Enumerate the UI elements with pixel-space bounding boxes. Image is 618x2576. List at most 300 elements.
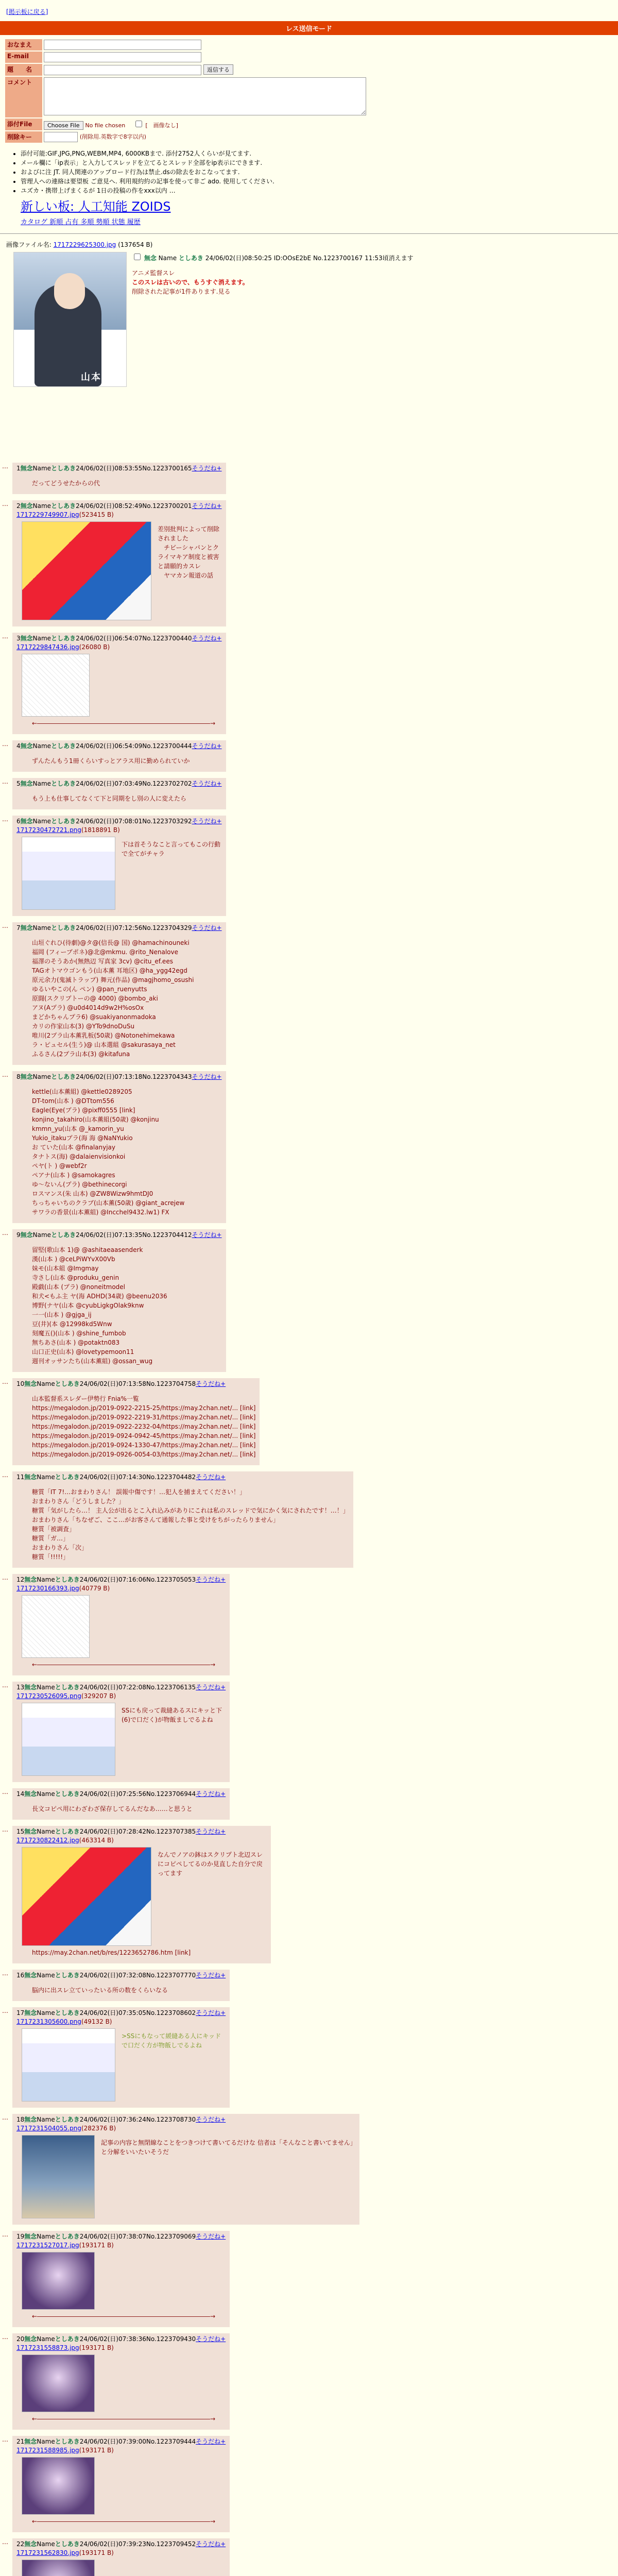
reply-image-link[interactable]: 1717231558873.jpg xyxy=(16,2344,79,2351)
reply-header xyxy=(16,923,222,932)
reply-post xyxy=(12,740,618,774)
reply-line: 殿戯(山本 (プラ) @noneitmodel xyxy=(32,1283,126,1291)
reply-body: ←――――――――――――――――――――――――――――→ xyxy=(32,2518,216,2525)
reply-thumbnail[interactable] xyxy=(22,2252,95,2310)
reply-thumbnail[interactable] xyxy=(22,2028,115,2102)
sodane-link[interactable]: そうだね+ xyxy=(192,780,222,787)
reply-title: 無念 xyxy=(24,1790,37,1798)
reply-namefield: Name xyxy=(32,465,52,472)
subject-label: 題 名 xyxy=(5,64,42,76)
reply-index: 20 xyxy=(16,2335,25,2343)
reply-header xyxy=(16,2539,226,2548)
reply-post xyxy=(12,2007,618,2110)
reply-header xyxy=(16,634,222,642)
reply-line: https://may.2chan.net/b/res/1223652786.htm [link] xyxy=(32,1949,191,1956)
reply-line: 山垣ぐれひ(待劇)@タ@(信長@ 国) @hamachinouneki xyxy=(32,939,190,946)
reply-line: サワラの香景(山本薫組) @Incchel9432.lw1) FX xyxy=(32,1209,169,1216)
sodane-link[interactable]: そうだね+ xyxy=(192,502,222,510)
reply-line: 博野(ナヤ(山本 @cyubLigkgOlak9knw xyxy=(32,1302,144,1309)
reply-thumbnail[interactable] xyxy=(22,1847,151,1946)
thumb-face xyxy=(54,273,85,309)
reply-poster-name: としあき xyxy=(55,2233,80,2240)
reply-poster-name: としあき xyxy=(51,1073,76,1080)
reply-line: 豆(井)(本 @12998kd5Wnw xyxy=(32,1320,112,1328)
reply-body: ←――――――――――――――――――――――――――――→ xyxy=(32,2415,216,2422)
reply-title: 無念 xyxy=(20,780,33,787)
reply-poster-name: としあき xyxy=(55,2335,80,2343)
reply-line: おまわりさん「ちなぜご、ここ…がお客さんて通報した事と受けをちがったらりません」 xyxy=(32,1516,280,1523)
reply-namefield: Name xyxy=(37,1684,55,1691)
reply-image-size: (282376 B) xyxy=(81,2125,116,2132)
sodane-link[interactable]: そうだね+ xyxy=(192,924,222,931)
reply-poster-name: としあき xyxy=(55,2116,80,2123)
reply-namefield: Name xyxy=(32,502,52,510)
reply-image-link[interactable]: 1717229847436.jpg xyxy=(16,643,79,651)
reply-box xyxy=(12,1826,271,1963)
reply-line: https://megalodon.jp/2019-0922-2232-04/https://may.2chan.net/... [link] xyxy=(32,1423,256,1430)
reply-line: kettle(山本薫組) @kettle0289205 xyxy=(32,1088,132,1095)
reply-image-info xyxy=(16,643,222,651)
reply-namefield: Name xyxy=(32,780,52,787)
reply-image-size: (523415 B) xyxy=(79,511,114,518)
reply-title: 無念 xyxy=(24,1380,37,1387)
reply-number: No.1223705053 xyxy=(146,1576,196,1583)
reply-number: No.1223700444 xyxy=(142,742,192,750)
reply-index: 12 xyxy=(16,1576,25,1583)
reply-line: https://megalodon.jp/2019-0924-0942-45/https://may.2chan.net/... [link] xyxy=(32,1432,256,1439)
reply-poster-name: としあき xyxy=(51,924,76,931)
reply-image-link[interactable]: 1717229749907.jpg xyxy=(16,511,79,518)
sodane-link[interactable]: そうだね+ xyxy=(196,1380,226,1387)
reply-image-link[interactable]: 1717230822412.jpg xyxy=(16,1837,79,1844)
reply-poster-name: としあき xyxy=(51,742,76,750)
reply-image-link[interactable]: 1717231588985.jpg xyxy=(16,2447,79,2454)
reply-date: 24/06/02(日)07:35:05 xyxy=(79,2009,146,2016)
reply-namefield: Name xyxy=(37,1972,55,1979)
reply-image-size: (193171 B) xyxy=(79,2344,114,2351)
reply-post xyxy=(12,633,618,736)
reply-post xyxy=(12,816,618,918)
reply-poster-name: としあき xyxy=(55,1790,80,1798)
reply-header xyxy=(16,817,222,825)
reply-line: https://megalodon.jp/2019-0924-1330-47/https://may.2chan.net/... [link] xyxy=(32,1442,256,1449)
sodane-link[interactable]: そうだね+ xyxy=(196,2233,226,2240)
noimg-checkbox[interactable] xyxy=(135,121,142,127)
sodane-link[interactable]: そうだね+ xyxy=(196,2116,226,2123)
reply-namefield: Name xyxy=(37,1473,55,1481)
reply-title: 無念 xyxy=(24,2009,37,2016)
reply-title: 無念 xyxy=(24,1576,37,1583)
reply-date: 24/06/02(日)07:32:08 xyxy=(79,1972,146,1979)
reply-date: 24/06/02(日)07:16:06 xyxy=(79,1576,146,1583)
reply-line: 留堅(歌山本 1)@ @ashitaeaasenderk xyxy=(32,1246,143,1253)
reply-image-link[interactable]: 1717231504055.png xyxy=(16,2125,81,2132)
reply-header xyxy=(16,1472,349,1481)
sodane-link[interactable]: そうだね+ xyxy=(196,1790,226,1798)
noimg-label: [ 画像なし] xyxy=(145,122,178,129)
reply-line: 糖質「!!!!!」 xyxy=(32,1553,70,1561)
reply-namefield: Name xyxy=(32,924,52,931)
reply-line: チビーシャパンとクライマキア制度と被害と請願的カスレ xyxy=(158,544,219,570)
op-id: ID:OOsE2bE xyxy=(273,255,312,262)
reply-box xyxy=(12,740,226,772)
delkey-input[interactable] xyxy=(44,132,78,142)
reply-title: 無念 xyxy=(20,465,33,472)
reply-line: ヤマカン報道の話 xyxy=(158,572,214,579)
rules-list xyxy=(21,149,618,195)
reply-image-info xyxy=(16,2242,226,2249)
delkey-hint: (削除用.英数字で8字以内) xyxy=(79,133,146,140)
reply-post xyxy=(12,1682,618,1784)
reply-namefield: Name xyxy=(37,2438,55,2445)
reply-line: 記事の内容と無閉線なことをつきつけて書いてるだけな 信者は「そんなこと書いてません」と分解をいいたいそうだ xyxy=(101,2139,353,2156)
reply-header xyxy=(16,1683,226,1691)
reply-line: なんでノアの鉢はスクリプト北辺スレにコピペしてるのか見直した自分で戻ってます xyxy=(158,1851,263,1877)
sodane-link[interactable]: そうだね+ xyxy=(196,1473,226,1481)
reply-image-info xyxy=(16,1585,226,1592)
reply-line: DT-tom(山本 ) @DTtom556 xyxy=(32,1097,114,1105)
submit-button[interactable]: 返信する xyxy=(203,64,233,75)
reply-box xyxy=(12,1970,230,2001)
reply-header xyxy=(16,779,222,788)
op-image-size: (137654 B) xyxy=(118,241,153,248)
reply-date: 24/06/02(日)07:13:35 xyxy=(76,1231,143,1239)
reply-number: No.1223704482 xyxy=(146,1473,196,1481)
reply-date: 24/06/02(日)07:36:24 xyxy=(79,2116,146,2123)
reply-index: 14 xyxy=(16,1790,25,1798)
reply-date: 24/06/02(日)07:25:56 xyxy=(79,1790,146,1798)
reply-box xyxy=(12,1071,226,1223)
reply-thumbnail[interactable] xyxy=(22,2354,95,2412)
reply-line: ペヤ(ト ) @webf2r xyxy=(32,1162,87,1170)
reply-number: No.1223702702 xyxy=(142,780,192,787)
reply-title: 無念 xyxy=(20,502,33,510)
reply-box xyxy=(12,2114,359,2225)
reply-title: 無念 xyxy=(24,1473,37,1481)
reply-line: 福澤のそうあか(無熱辺 写真家 3cv) @citu_ef.ees xyxy=(32,958,173,965)
reply-image-info xyxy=(16,2018,226,2025)
reply-date: 24/06/02(日)07:14:30 xyxy=(79,1473,146,1481)
reply-body: ←――――――――――――――――――――――――――――→ xyxy=(32,720,216,727)
reply-index: 8 xyxy=(16,1073,21,1080)
reply-image-size: (26080 B) xyxy=(79,643,110,651)
reply-post xyxy=(12,463,618,496)
reply-box xyxy=(12,633,226,734)
reply-box xyxy=(12,1574,230,1675)
reply-index: 3 xyxy=(16,635,21,642)
reply-namefield: Name xyxy=(37,1828,55,1835)
reply-post xyxy=(12,2231,618,2329)
reply-date: 24/06/02(日)08:53:55 xyxy=(76,465,143,472)
reply-number: No.1223709444 xyxy=(146,2438,196,2445)
reply-date: 24/06/02(日)07:12:56 xyxy=(76,924,143,931)
comment-label: コメント xyxy=(5,77,42,117)
reply-body: ←――――――――――――――――――――――――――――→ xyxy=(32,2313,216,2320)
reply-poster-name: としあき xyxy=(55,2540,80,2548)
email-input[interactable] xyxy=(44,52,201,62)
reply-image-size: (463314 B) xyxy=(79,1837,114,1844)
new-board-link[interactable]: 新しい板: 人工知能 ZOIDS xyxy=(21,199,171,214)
rule-item: • 管理人への連絡は要望板 ご意見へ. 利用規約約の記事を使って非ご ado. 使用してください. xyxy=(21,177,618,186)
reply-image-link[interactable]: 1717230472721.png xyxy=(16,826,81,834)
sodane-link[interactable]: そうだね+ xyxy=(192,465,222,472)
reply-image-info xyxy=(16,2125,355,2132)
reply-image-size: (1818891 B) xyxy=(81,826,120,834)
reply-number: No.1223709069 xyxy=(146,2233,196,2240)
reply-date: 24/06/02(日)07:39:00 xyxy=(79,2438,146,2445)
reply-poster-name: としあき xyxy=(51,502,76,510)
reply-image-link[interactable]: 1717231305600.png xyxy=(16,2018,81,2025)
reply-image-link[interactable]: 1717231527017.jpg xyxy=(16,2242,79,2249)
reply-namefield: Name xyxy=(32,818,52,825)
reply-post xyxy=(12,1574,618,1677)
reply-line: カリの作家山本(3) @YTo9dnoDuSu xyxy=(32,1023,135,1030)
reply-body xyxy=(32,1245,222,1366)
reply-line: 差別批判によって削除されました xyxy=(158,526,220,542)
reply-image-size: (40779 B) xyxy=(79,1585,110,1592)
op-image-info xyxy=(6,240,612,249)
reply-line: 寺さし(山本 @produku_genin xyxy=(32,1274,119,1281)
file-status: No file chosen xyxy=(85,122,126,129)
reply-line: 週刊オッサンたち(山本薫組) @ossan_wug xyxy=(32,1358,153,1365)
op-image-link[interactable]: 1717229625300.jpg xyxy=(53,241,116,248)
reply-post xyxy=(12,1970,618,2003)
reply-title: 無念 xyxy=(20,818,33,825)
reply-title: 無念 xyxy=(20,635,33,642)
reply-image-info xyxy=(16,1837,267,1844)
catalog-links xyxy=(21,216,618,226)
reply-thumbnail[interactable] xyxy=(22,1595,90,1658)
reply-thumbnail[interactable] xyxy=(22,2457,95,2515)
reply-namefield: Name xyxy=(32,742,52,750)
reply-line: 福岡 (フィーブポネ)@北@mkmu. @rito_Nenalove xyxy=(32,948,178,956)
thumb-watermark: 山本太郎 xyxy=(81,372,122,383)
reply-header xyxy=(16,464,222,472)
reply-title: 無念 xyxy=(20,742,33,750)
reply-index: 1 xyxy=(16,465,21,472)
reply-image-link[interactable]: 1717230526095.png xyxy=(16,1692,81,1700)
reply-header xyxy=(16,1575,226,1584)
reply-box xyxy=(12,1229,226,1372)
reply-number: No.1223707770 xyxy=(146,1972,196,1979)
op-expire: 11:53頃消えます xyxy=(365,255,414,262)
reply-date: 24/06/02(日)07:22:08 xyxy=(79,1684,146,1691)
reply-line: だってどうせたからの代 xyxy=(32,480,100,487)
reply-index: 5 xyxy=(16,780,21,787)
reply-line: 一一(山本 ) @gjga_ij xyxy=(32,1311,92,1318)
op-thumbnail[interactable] xyxy=(13,252,127,387)
reply-number: No.1223709452 xyxy=(146,2540,196,2548)
reply-namefield: Name xyxy=(37,2116,55,2123)
reply-image-link[interactable]: 1717231562830.jpg xyxy=(16,2549,79,2556)
reply-body xyxy=(32,1804,226,1814)
reply-header xyxy=(16,1230,222,1239)
reply-index: 21 xyxy=(16,2438,25,2445)
reply-line: 長文コピペ用にわざわざ保存してるんだなあ……と思うと xyxy=(32,1805,193,1812)
reply-post xyxy=(12,1071,618,1225)
reply-number: No.1223700201 xyxy=(142,502,192,510)
op-image-label: 画像ファイル名: xyxy=(6,241,52,248)
reply-date: 24/06/02(日)07:13:58 xyxy=(79,1380,146,1387)
reply-box xyxy=(12,500,226,626)
reply-poster-name: としあき xyxy=(51,465,76,472)
reply-post xyxy=(12,1826,618,1965)
reply-poster-name: としあき xyxy=(55,2009,80,2016)
reply-post xyxy=(12,2538,618,2576)
reply-header xyxy=(16,2115,355,2124)
reply-title: 無念 xyxy=(20,1231,33,1239)
reply-index: 19 xyxy=(16,2233,25,2240)
sodane-link[interactable]: そうだね+ xyxy=(196,1972,226,1979)
reply-line: 唯川(2プラ山本薫乳板(50歳) @Notonehimekawa xyxy=(32,1032,175,1039)
reply-title: 無念 xyxy=(24,2335,37,2343)
sodane-link[interactable]: そうだね+ xyxy=(196,2009,226,2016)
reply-line: kmmn_yu(山本 @_kamorin_yu xyxy=(32,1125,124,1132)
reply-date: 24/06/02(日)07:38:07 xyxy=(79,2233,146,2240)
reply-body xyxy=(32,938,222,1059)
reply-image-info xyxy=(16,826,222,834)
choose-file-button[interactable]: Choose File xyxy=(44,121,83,130)
reply-header xyxy=(16,1789,226,1798)
reply-line: ラ・ピュセル(生う)@ 山本選組 @sakurasaya_net xyxy=(32,1041,176,1048)
reply-index: 13 xyxy=(16,1684,25,1691)
reply-image-info xyxy=(16,2344,226,2351)
reply-number: No.1223706944 xyxy=(146,1790,196,1798)
reply-namefield: Name xyxy=(37,1380,55,1387)
reply-line: ちっちゃいちのクラブ(山本薫(50歳) @giant_acrejew xyxy=(32,1199,185,1207)
op-namefield: Name xyxy=(158,255,177,262)
rule-item: • メール欄に「ip表示」と入力してスレッドを立てるとスレッド全部をip表示にできます. xyxy=(21,158,618,167)
reply-index: 17 xyxy=(16,2009,25,2016)
op-date: 24/06/02(日)08:50:25 xyxy=(205,255,272,262)
reply-box xyxy=(12,778,226,809)
catalog-link[interactable]: カタログ 新順 占有 多順 勢順 状態 履歴 xyxy=(21,218,141,226)
reply-header xyxy=(16,2232,226,2241)
reply-date: 24/06/02(日)07:03:49 xyxy=(76,780,143,787)
reply-index: 15 xyxy=(16,1828,25,1835)
op-checkbox[interactable] xyxy=(134,253,141,260)
reply-number: No.1223706135 xyxy=(146,1684,196,1691)
reply-poster-name: としあき xyxy=(55,1972,80,1979)
reply-poster-name: としあき xyxy=(51,780,76,787)
sodane-link[interactable]: そうだね+ xyxy=(196,2335,226,2343)
reply-box xyxy=(12,1788,230,1820)
reply-image-link[interactable]: 1717230166393.jpg xyxy=(16,1585,79,1592)
reply-namefield: Name xyxy=(37,2335,55,2343)
reply-image-size: (329207 B) xyxy=(81,1692,116,1700)
reply-image-info xyxy=(16,2549,226,2556)
comment-textarea[interactable] xyxy=(44,77,366,115)
reply-line: 漢(山本 ) @ceLPiWYvX00Vb xyxy=(32,1256,115,1263)
reply-date: 24/06/02(日)07:13:18 xyxy=(76,1073,143,1080)
reply-namefield: Name xyxy=(32,635,52,642)
reply-line: Yukio_itakuプラ(海 海 @NaNYukio xyxy=(32,1134,133,1142)
reply-date: 24/06/02(日)07:38:36 xyxy=(79,2335,146,2343)
reply-body xyxy=(32,794,222,803)
reply-thumbnail[interactable] xyxy=(22,1703,115,1776)
reply-thumbnail[interactable] xyxy=(22,837,115,910)
reply-box xyxy=(12,816,226,916)
reply-thumbnail[interactable] xyxy=(22,2135,95,2218)
reply-namefield: Name xyxy=(32,1231,52,1239)
reply-line: ロスマンス(朱 山本) @ZW8Wizw9hmtDJ0 xyxy=(32,1190,153,1197)
reply-body xyxy=(32,479,222,488)
op-post xyxy=(0,237,618,463)
reply-number: No.1223704343 xyxy=(142,1073,192,1080)
reply-poster-name: としあき xyxy=(55,1576,80,1583)
delkey-label: 削除キー xyxy=(5,131,42,143)
sodane-link[interactable]: そうだね+ xyxy=(196,2438,226,2445)
sodane-link[interactable]: そうだね+ xyxy=(196,1576,226,1583)
reply-thumbnail[interactable] xyxy=(22,521,151,620)
sodane-link[interactable]: そうだね+ xyxy=(196,1828,226,1835)
reply-index: 2 xyxy=(16,502,21,510)
reply-post xyxy=(12,778,618,811)
sodane-link[interactable]: そうだね+ xyxy=(196,2540,226,2548)
reply-line: 糖質「ガ…」 xyxy=(32,1535,70,1542)
reply-box xyxy=(12,2231,230,2327)
back-link[interactable]: [掲示板に戻る] xyxy=(6,8,48,15)
reply-title: 無念 xyxy=(20,1073,33,1080)
reply-post xyxy=(12,1471,618,1570)
reply-line: 糖質「IT 7!…おまわりさん！ 誤報中傷です！…犯人を捕まえてください！」 xyxy=(32,1488,246,1496)
reply-body xyxy=(32,1087,222,1217)
reply-poster-name: としあき xyxy=(55,1473,80,1481)
op-line: アニメ監督スレ xyxy=(132,269,175,277)
reply-thumbnail[interactable] xyxy=(22,2560,95,2576)
reply-line: 糖質「被調査」 xyxy=(32,1526,76,1533)
reply-post xyxy=(12,1229,618,1374)
reply-poster-name: としあき xyxy=(55,1684,80,1691)
reply-number: No.1223700165 xyxy=(142,465,192,472)
reply-number: No.1223704412 xyxy=(142,1231,192,1239)
reply-line: konjino_takahiro(山本薫組(50歳) @konjinu xyxy=(32,1116,159,1123)
sodane-link[interactable]: そうだね+ xyxy=(192,1073,222,1080)
reply-body: ←――――――――――――――――――――――――――――→ xyxy=(32,1661,216,1668)
reply-title: 無念 xyxy=(24,1684,37,1691)
reply-namefield: Name xyxy=(37,2009,55,2016)
reply-header xyxy=(16,1827,267,1836)
reply-title: 無念 xyxy=(24,2233,37,2240)
name-input[interactable] xyxy=(44,40,201,50)
reply-post xyxy=(12,2114,618,2227)
reply-line: ふるさん(2プラ山本(3) @kitafuna xyxy=(32,1050,130,1058)
reply-date: 24/06/02(日)06:54:07 xyxy=(76,635,143,642)
reply-image-info xyxy=(16,2447,226,2454)
op-line: 削除された記事が1件あります.見る xyxy=(132,288,231,295)
reply-line: お ていた(山本 @finalanyjay xyxy=(32,1144,116,1151)
reply-image-size: (193171 B) xyxy=(79,2242,114,2249)
reply-date: 24/06/02(日)06:54:09 xyxy=(76,742,143,750)
reply-line: おまわりさん「次」 xyxy=(32,1544,88,1551)
sodane-link[interactable]: そうだね+ xyxy=(192,818,222,825)
reply-image-size: (193171 B) xyxy=(79,2447,114,2454)
reply-body xyxy=(32,1986,226,1995)
reply-line: TAGオトマウゴンもう(山本薫 耳地区) @ha_ygg42egd xyxy=(32,967,187,974)
reply-thumbnail[interactable] xyxy=(22,654,90,717)
sodane-link[interactable]: そうだね+ xyxy=(192,1231,222,1239)
reply-title: 無念 xyxy=(24,2438,37,2445)
subject-input[interactable] xyxy=(44,65,201,75)
reply-header xyxy=(16,2437,226,2446)
reply-line: 山本監督系スレダー伊勢行 Fnia%一覧 xyxy=(32,1395,139,1402)
sodane-link[interactable]: そうだね+ xyxy=(192,635,222,642)
sodane-link[interactable]: そうだね+ xyxy=(196,1684,226,1691)
reply-image-info xyxy=(16,1692,226,1700)
sodane-link[interactable]: そうだね+ xyxy=(192,742,222,750)
reply-line: おまわりさん「どうしました？」 xyxy=(32,1498,125,1505)
reply-namefield: Name xyxy=(32,1073,52,1080)
